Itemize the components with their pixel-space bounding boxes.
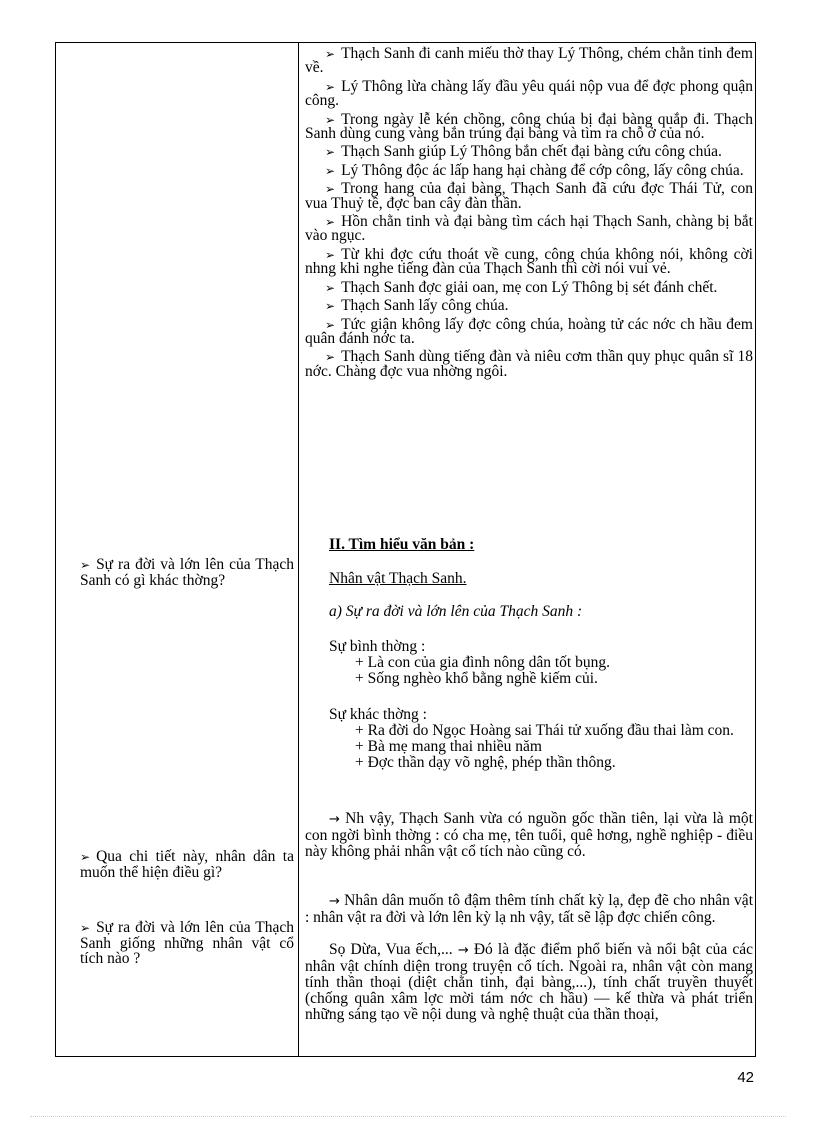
bullet-arrow-icon: ➢ xyxy=(325,299,336,314)
conclusion-paragraph: → Nh vậy, Thạch Sanh vừa có nguồn gốc thần tiên, lại vừa là một con ngời bình thờng : có cha mẹ, tên tuổi, quê hơng, nghề nghiệp - điều này không phải nhân vật cổ tích nào cũng có. xyxy=(305,810,753,860)
event-item: ➢ Thạch Sanh đi canh miếu thờ thay Lý Thông, chém chằn tinh đem về. xyxy=(305,45,753,77)
arrow-right-icon: → xyxy=(329,812,340,827)
bullet-arrow-icon: ➢ xyxy=(325,317,336,332)
event-item: ➢ Từ khi đợc cứu thoát về cung, công chúa không nói, không cời nhng khi nghe tiếng đàn của Thạch Sanh thì cời nói vui vẻ. xyxy=(305,245,753,278)
ordinary-item: + Là con của gia đình nông dân tốt bụng. xyxy=(355,654,610,671)
bullet-arrow-icon: ➢ xyxy=(325,163,336,178)
extraordinary-item: + Ra đời do Ngọc Hoàng sai Thái tử xuống đầu thai làm con. xyxy=(355,722,734,739)
extraordinary-block xyxy=(305,707,753,771)
bullet-arrow-icon: ➢ xyxy=(80,558,91,572)
arrow-right-icon: → xyxy=(329,894,340,909)
ordinary-block xyxy=(305,639,753,687)
lesson-table xyxy=(55,42,756,1057)
event-item: ➢ Thạch Sanh giúp Lý Thông bắn chết đại bàng cứu công chúa. xyxy=(325,143,722,161)
event-item: ➢ Trong ngày lễ kén chồng, công chúa bị đại bàng quắp đi. Thạch Sanh dùng cung vàng bắn trúng đại bàng và tìm ra chỗ ở của nó. xyxy=(305,110,753,143)
ordinary-item: + Sống nghèo khổ bằng nghề kiếm củi. xyxy=(355,670,598,687)
bullet-arrow-icon: ➢ xyxy=(325,350,336,365)
ordinary-label: Sự bình thờng : xyxy=(329,638,426,655)
section-heading: II. Tìm hiểu văn bản : xyxy=(329,536,475,553)
extraordinary-item: + Đợc thần dạy võ nghệ, phép thần thông. xyxy=(355,754,616,771)
page-number: 42 xyxy=(737,1069,754,1086)
part-a-heading: a) Sự ra đời và lớn lên của Thạch Sanh : xyxy=(329,603,583,620)
conclusion-paragraph: Sọ Dừa, Vua ếch,... → Đó là đặc điểm phổ biến và nổi bật của các nhân vật chính diện trong truyện cổ tích. Ngoài ra, nhân vật còn mang tính thần thoại (diệt chằn tinh, đại bàng,...), tính chất truyền thuyết (chống quân xâm lợc mời tám nớc ch hầu) — kế thừa và phát triển những sáng tạo về nội dung và nghệ thuật của thần thoại, xyxy=(305,941,754,1023)
bullet-arrow-icon: ➢ xyxy=(325,47,336,61)
event-item: ➢ Thạch Sanh đợc giải oan, mẹ con Lý Thông bị sét đánh chết. xyxy=(325,278,718,296)
bullet-arrow-icon: ➢ xyxy=(325,247,336,262)
conclusion-paragraph: → Nhân dân muốn tô đậm thêm tính chất kỳ lạ, đẹp đẽ cho nhân vật : nhân vật ra đời và lớn lên kỳ lạ nh vậy, tất sẽ lập đợc chiến công. xyxy=(305,892,753,926)
event-item: ➢ Thạch Sanh dùng tiếng đàn và niêu cơm thần quy phục quân sĩ 18 nớc. Chàng đợc vua nhờng ngôi. xyxy=(305,348,753,380)
question-item: ➢ Sự ra đời và lớn lên của Thạch Sanh có gì khác thờng? xyxy=(80,556,294,589)
question-item: ➢ Sự ra đời và lớn lên của Thạch Sanh giống những nhân vật cổ tích nào ? xyxy=(80,919,294,967)
subsection-heading: Nhân vật Thạch Sanh. xyxy=(329,570,467,587)
event-item: ➢ Hồn chằn tinh và đại bàng tìm cách hại Thạch Sanh, chàng bị bắt vào ngục. xyxy=(305,213,753,245)
bullet-arrow-icon: ➢ xyxy=(80,921,91,935)
questions-column xyxy=(56,43,298,1056)
page-footer-divider xyxy=(30,1116,786,1117)
bullet-arrow-icon: ➢ xyxy=(325,79,336,94)
event-item: ➢ Tức giận không lấy đợc công chúa, hoàng tử các nớc ch hầu đem quân đánh nớc ta. xyxy=(305,315,753,347)
bullet-arrow-icon: ➢ xyxy=(325,182,336,197)
bullet-arrow-icon: ➢ xyxy=(325,112,336,127)
bullet-arrow-icon: ➢ xyxy=(325,215,336,230)
question-item: ➢ Qua chi tiết này, nhân dân ta muốn thể hiện điều gì? xyxy=(80,848,294,881)
event-item: ➢ Lý Thông lừa chàng lấy đầu yêu quái nộp vua để đợc phong quận công. xyxy=(305,77,753,110)
bullet-arrow-icon: ➢ xyxy=(325,280,336,295)
event-item: ➢ Lý Thông độc ác lấp hang hại chàng để cớp công, lấy công chúa. xyxy=(325,161,744,179)
extraordinary-item: + Bà mẹ mang thai nhiều năm xyxy=(355,738,542,755)
event-list xyxy=(305,47,753,383)
bullet-arrow-icon: ➢ xyxy=(80,850,91,864)
content-column xyxy=(299,43,756,1056)
event-item: ➢ Thạch Sanh lấy công chúa. xyxy=(325,297,509,315)
extraordinary-label: Sự khác thờng : xyxy=(329,706,427,723)
event-item: ➢ Trong hang của đại bàng, Thạch Sanh đã cứu đợc Thái Tử, con vua Thuỷ tề, đợc ban cây đàn thần. xyxy=(305,180,753,212)
bullet-arrow-icon: ➢ xyxy=(325,145,336,160)
arrow-right-icon: → xyxy=(457,943,469,958)
